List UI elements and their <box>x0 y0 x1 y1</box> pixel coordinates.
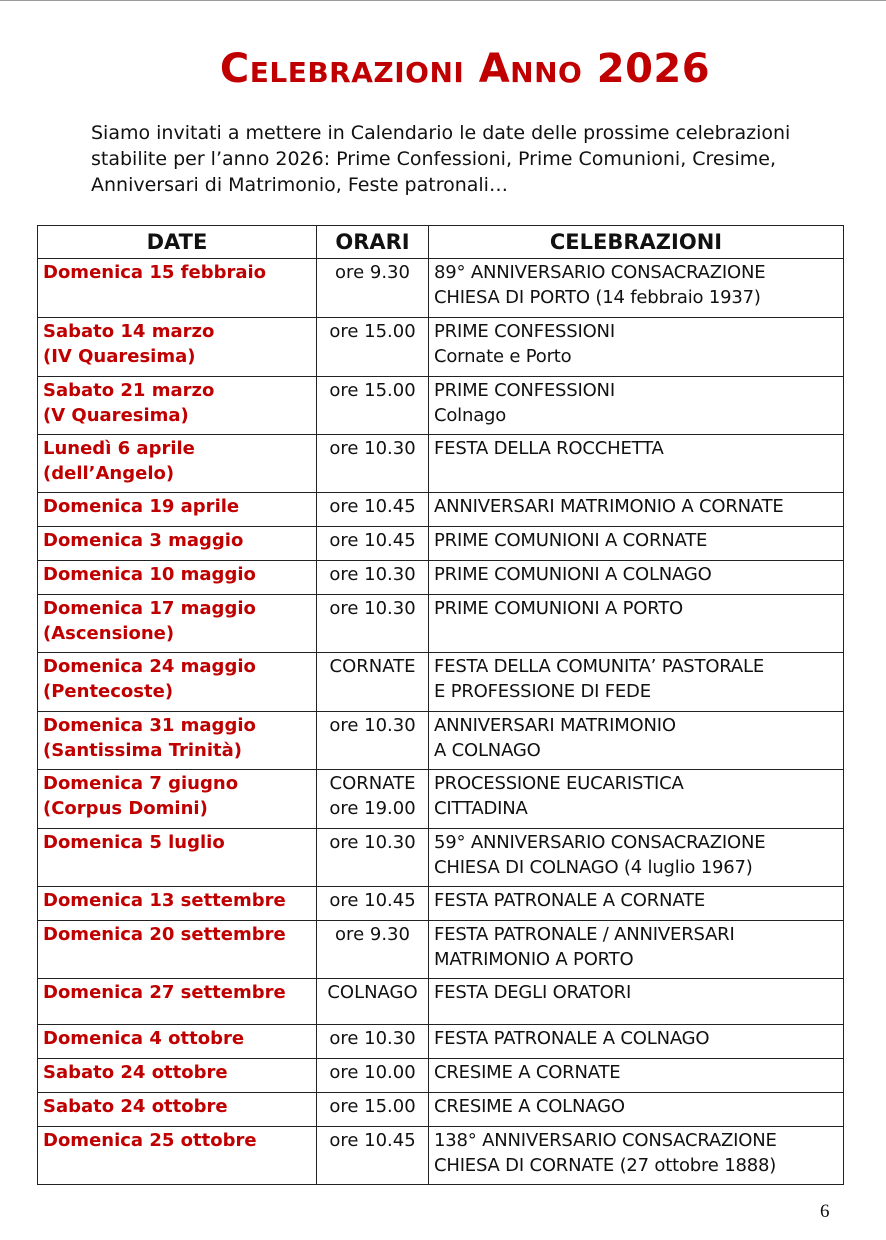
time-cell-line: ore 10.45 <box>329 530 416 551</box>
date-cell-line: Domenica 31 maggio <box>43 715 256 736</box>
date-cell <box>38 921 317 979</box>
time-cell-line: ore 10.00 <box>329 1062 416 1083</box>
time-cell-line: ore 10.30 <box>329 598 416 619</box>
celebration-cell-line: ANNIVERSARI MATRIMONIO A CORNATE <box>434 496 784 517</box>
time-cell <box>317 527 429 561</box>
table-row <box>38 435 844 493</box>
celebration-cell-line: FESTA DELLA COMUNITA’ PASTORALE <box>434 656 764 677</box>
table-row <box>38 1025 844 1059</box>
celebration-cell-line: PRIME CONFESSIONI <box>434 380 615 401</box>
table-row <box>38 377 844 435</box>
page-number: 6 <box>820 1201 830 1222</box>
intro-line-2: stabilite per l’anno 2026: Prime Confessioni, Prime Comunioni, Cresime, <box>91 148 777 170</box>
date-cell-line: (IV Quaresima) <box>43 345 196 367</box>
time-cell-line: ore 10.30 <box>329 715 416 736</box>
celebration-cell <box>429 712 844 770</box>
celebration-cell <box>429 770 844 829</box>
celebration-cell-line: FESTA DEGLI ORATORI <box>434 982 632 1003</box>
celebration-cell-line: Colnago <box>434 404 507 426</box>
time-cell-line: ore 10.45 <box>329 496 416 517</box>
page-title: Celebrazioni Anno 2026 <box>219 46 711 92</box>
date-cell <box>38 1025 317 1059</box>
table-row <box>38 1059 844 1093</box>
date-cell-line: Sabato 14 marzo <box>43 321 215 342</box>
table-row <box>38 921 844 979</box>
time-cell-line: ore 15.00 <box>329 380 416 401</box>
celebration-cell-line: Cornate e Porto <box>434 345 572 367</box>
celebration-cell <box>429 493 844 527</box>
date-cell <box>38 1059 317 1093</box>
celebration-cell <box>429 1025 844 1059</box>
time-cell <box>317 1127 429 1185</box>
celebration-cell-line: PROCESSIONE EUCARISTICA <box>434 773 684 794</box>
table-header-row <box>38 226 844 259</box>
time-cell <box>317 770 429 829</box>
time-cell-line: ore 10.45 <box>329 890 416 911</box>
header-date: DATE <box>38 226 317 259</box>
celebration-cell-line: CRESIME A COLNAGO <box>434 1096 625 1117</box>
time-cell-line: CORNATE <box>329 773 416 794</box>
celebration-cell-line: PRIME COMUNIONI A CORNATE <box>434 530 708 551</box>
time-cell <box>317 1093 429 1127</box>
date-cell <box>38 1127 317 1185</box>
time-cell-line: ore 9.30 <box>335 924 410 945</box>
date-cell-line: Domenica 15 febbraio <box>43 262 267 283</box>
date-cell <box>38 712 317 770</box>
table-row <box>38 493 844 527</box>
celebration-cell <box>429 377 844 435</box>
celebration-cell-line: 138° ANNIVERSARIO CONSACRAZIONE <box>434 1130 777 1151</box>
time-cell-line: ore 15.00 <box>329 1096 416 1117</box>
table-row <box>38 887 844 921</box>
time-cell <box>317 318 429 377</box>
table-row <box>38 829 844 887</box>
time-cell <box>317 561 429 595</box>
date-cell-line: (Pentecoste) <box>43 680 174 702</box>
date-cell-line: Sabato 24 ottobre <box>43 1062 228 1083</box>
celebration-cell-line: MATRIMONIO A PORTO <box>434 948 634 970</box>
date-cell-line: Domenica 27 settembre <box>43 982 286 1003</box>
time-cell <box>317 887 429 921</box>
intro-paragraph <box>91 120 851 198</box>
celebration-cell <box>429 1093 844 1127</box>
celebration-cell <box>429 435 844 493</box>
celebration-cell <box>429 829 844 887</box>
table-row <box>38 318 844 377</box>
celebration-cell <box>429 887 844 921</box>
celebration-cell <box>429 979 844 1025</box>
date-cell-line: Domenica 4 ottobre <box>43 1028 245 1049</box>
time-cell <box>317 259 429 318</box>
date-cell <box>38 887 317 921</box>
time-cell <box>317 435 429 493</box>
time-cell <box>317 1059 429 1093</box>
celebration-cell <box>429 527 844 561</box>
table-row <box>38 770 844 829</box>
time-cell <box>317 829 429 887</box>
date-cell <box>38 435 317 493</box>
celebration-cell-line: 59° ANNIVERSARIO CONSACRAZIONE <box>434 832 766 853</box>
celebration-cell-line: CHIESA DI CORNATE (27 ottobre 1888) <box>434 1154 777 1176</box>
date-cell-line: Domenica 10 maggio <box>43 564 256 585</box>
date-cell-line: (dell’Angelo) <box>43 462 175 484</box>
celebration-cell-line: CHIESA DI COLNAGO (4 luglio 1967) <box>434 856 753 878</box>
celebration-cell-line: CHIESA DI PORTO (14 febbraio 1937) <box>434 286 761 308</box>
date-cell-line: Domenica 19 aprile <box>43 496 240 517</box>
table-row <box>38 595 844 653</box>
table-row <box>38 653 844 712</box>
date-cell <box>38 259 317 318</box>
celebration-cell-line: E PROFESSIONE DI FEDE <box>434 680 651 702</box>
table-row <box>38 259 844 318</box>
date-cell-line: Domenica 7 giugno <box>43 773 239 794</box>
date-cell-line: Domenica 17 maggio <box>43 598 256 619</box>
celebration-cell-line: CRESIME A CORNATE <box>434 1062 621 1083</box>
table-row <box>38 712 844 770</box>
celebration-cell <box>429 1127 844 1185</box>
date-cell <box>38 493 317 527</box>
date-cell-line: Domenica 5 luglio <box>43 832 225 853</box>
date-cell-line: (Santissima Trinità) <box>43 739 243 761</box>
header-celebration: CELEBRAZIONI <box>429 226 844 259</box>
celebration-cell-line: PRIME COMUNIONI A PORTO <box>434 598 683 619</box>
celebration-cell <box>429 921 844 979</box>
celebration-cell-line: FESTA DELLA ROCCHETTA <box>434 438 664 459</box>
time-cell <box>317 653 429 712</box>
time-cell <box>317 921 429 979</box>
celebration-cell-line: ANNIVERSARI MATRIMONIO <box>434 715 676 736</box>
date-cell <box>38 561 317 595</box>
date-cell-line: Sabato 21 marzo <box>43 380 215 401</box>
celebration-cell-line: CITTADINA <box>434 797 528 819</box>
celebration-cell-line: PRIME CONFESSIONI <box>434 321 615 342</box>
time-cell-line: ore 19.00 <box>329 797 416 819</box>
time-cell <box>317 377 429 435</box>
date-cell-line: Sabato 24 ottobre <box>43 1096 228 1117</box>
date-cell <box>38 527 317 561</box>
table-row <box>38 979 844 1025</box>
celebration-cell-line: FESTA PATRONALE / ANNIVERSARI <box>434 924 735 945</box>
date-cell <box>38 595 317 653</box>
celebration-cell-line: FESTA PATRONALE A COLNAGO <box>434 1028 710 1049</box>
date-cell <box>38 377 317 435</box>
table-row <box>38 561 844 595</box>
date-cell-line: Domenica 13 settembre <box>43 890 286 911</box>
time-cell <box>317 979 429 1025</box>
celebrations-table <box>37 225 844 1185</box>
date-cell-line: Domenica 20 settembre <box>43 924 286 945</box>
header-time: ORARI <box>317 226 429 259</box>
date-cell-line: (V Quaresima) <box>43 404 189 426</box>
time-cell <box>317 595 429 653</box>
time-cell-line: COLNAGO <box>327 982 418 1003</box>
celebration-cell-line: PRIME COMUNIONI A COLNAGO <box>434 564 712 585</box>
date-cell-line: Domenica 24 maggio <box>43 656 256 677</box>
time-cell-line: ore 15.00 <box>329 321 416 342</box>
celebration-cell-line: 89° ANNIVERSARIO CONSACRAZIONE <box>434 262 766 283</box>
date-cell <box>38 829 317 887</box>
celebration-cell-line: FESTA PATRONALE A CORNATE <box>434 890 706 911</box>
table-row <box>38 1093 844 1127</box>
celebration-cell <box>429 318 844 377</box>
time-cell <box>317 493 429 527</box>
intro-line-1: Siamo invitati a mettere in Calendario le date delle prossime celebrazioni <box>91 122 791 144</box>
top-rule <box>0 0 886 1</box>
time-cell-line: ore 10.30 <box>329 1028 416 1049</box>
celebration-cell <box>429 1059 844 1093</box>
time-cell-line: CORNATE <box>329 656 416 677</box>
table-body <box>38 259 844 1185</box>
date-cell-line: (Corpus Domini) <box>43 797 208 819</box>
celebration-cell-line: A COLNAGO <box>434 739 541 761</box>
time-cell-line: ore 10.30 <box>329 438 416 459</box>
date-cell <box>38 318 317 377</box>
time-cell <box>317 712 429 770</box>
date-cell <box>38 1093 317 1127</box>
date-cell <box>38 979 317 1025</box>
date-cell <box>38 653 317 712</box>
celebration-cell <box>429 259 844 318</box>
time-cell-line: ore 10.30 <box>329 564 416 585</box>
time-cell-line: ore 10.45 <box>329 1130 416 1151</box>
date-cell-line: (Ascensione) <box>43 622 175 644</box>
date-cell-line: Domenica 3 maggio <box>43 530 244 551</box>
date-cell-line: Domenica 25 ottobre <box>43 1130 257 1151</box>
celebration-cell <box>429 561 844 595</box>
celebration-cell <box>429 595 844 653</box>
date-cell <box>38 770 317 829</box>
celebration-cell <box>429 653 844 712</box>
table-row <box>38 527 844 561</box>
time-cell-line: ore 9.30 <box>335 262 410 283</box>
intro-line-3: Anniversari di Matrimonio, Feste patronali… <box>91 174 508 196</box>
date-cell-line: Lunedì 6 aprile <box>43 438 195 459</box>
time-cell-line: ore 10.30 <box>329 832 416 853</box>
time-cell <box>317 1025 429 1059</box>
table-row <box>38 1127 844 1185</box>
